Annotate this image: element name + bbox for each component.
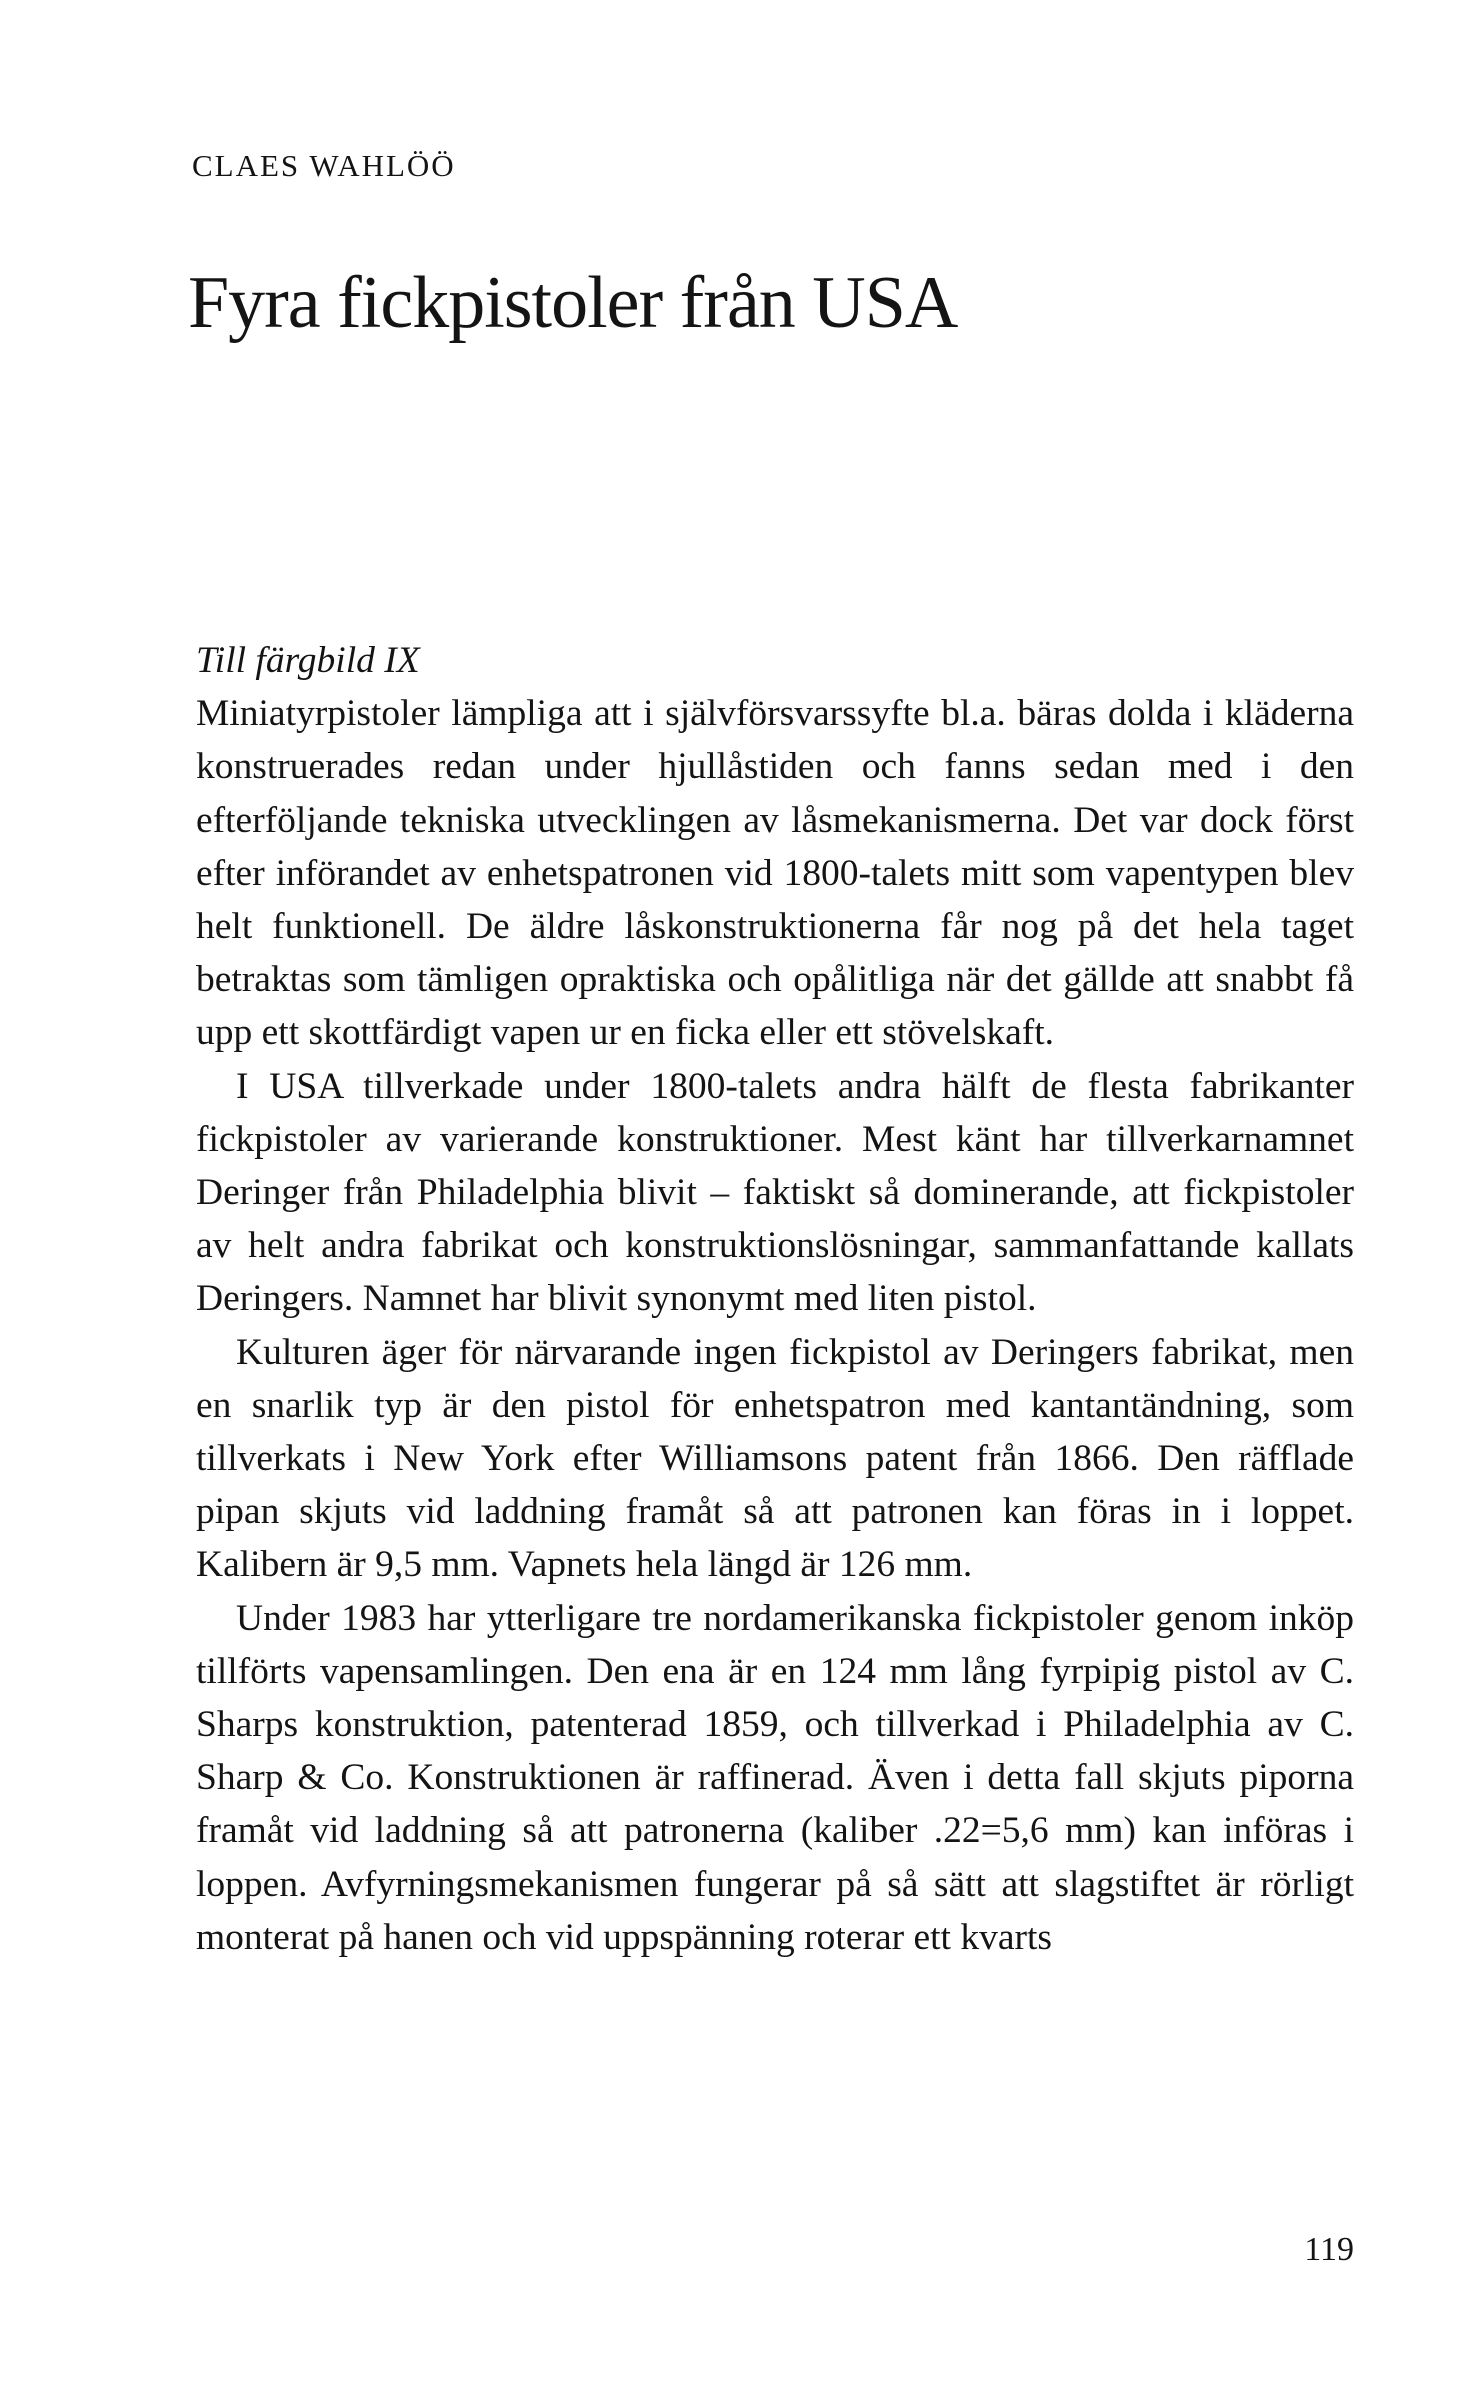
- page-number: 119: [1304, 2231, 1354, 2268]
- paragraph: I USA tillverkade under 1800-talets andra hälft de flesta fabrikanter fickpistoler av varierande konstruktioner. Mest känt har tillverkarnamnet Deringer från Philadelphia blivit – faktiskt så dominerande, att fickpistoler av helt andra fabrikat och konstruktionslösningar, sammanfattande kallats Deringers. Namnet har blivit synonymt med liten pistol.: [196, 1065, 1354, 1320]
- paragraph: Under 1983 har ytterligare tre nordamerikanska fickpistoler genom inköp tillförts vapensamlingen. Den ena är en 124 mm lång fyrpipig pistol av C. Sharps konstruktion, patenterad 1859, och tillverkad i Philadelphia av C. Sharp & Co. Konstruktionen är raffinerad. Även i detta fall skjuts piporna framåt vid laddning så att patronerna (kaliber .22=5,6 mm) kan införas i loppen. Avfyrningsmekanismen fungerar på så sätt att slagstiftet är rörligt monterat på hanen och vid uppspänning roterar ett kvarts: [196, 1597, 1354, 1958]
- paragraph: Miniatyrpistoler lämpliga att i självförsvarssyfte bl.a. bäras dolda i kläderna konstruerades redan under hjullåstiden och fanns sedan med i den efterföljande tekniska utvecklingen av låsmekanismerna. Det var dock först efter införandet av enhetspatronen vid 1800-talets mitt som vapentypen blev helt funktionell. De äldre låskonstruktionerna får nog på det hela taget betraktas som tämligen opraktiska och opålitliga när det gällde att snabbt få upp ett skottfärdigt vapen ur en ficka eller ett stövelskaft.: [196, 693, 1354, 1054]
- figure-caption: Till färgbild IX: [196, 640, 420, 681]
- article-title: Fyra fickpistoler från USA: [188, 262, 958, 344]
- paragraph: Kulturen äger för närvarande ingen fickpistol av Deringers fabrikat, men en snarlik typ är den pistol för enhetspatron med kantantändning, som tillverkats i New York efter Williamsons patent från 1866. Den räfflade pipan skjuts vid laddning framåt så att patronen kan föras in i loppet. Kalibern är 9,5 mm. Vapnets hela längd är 126 mm.: [196, 1331, 1354, 1586]
- author-name: CLAES WAHLÖÖ: [192, 148, 456, 183]
- article-body: [196, 634, 1354, 1964]
